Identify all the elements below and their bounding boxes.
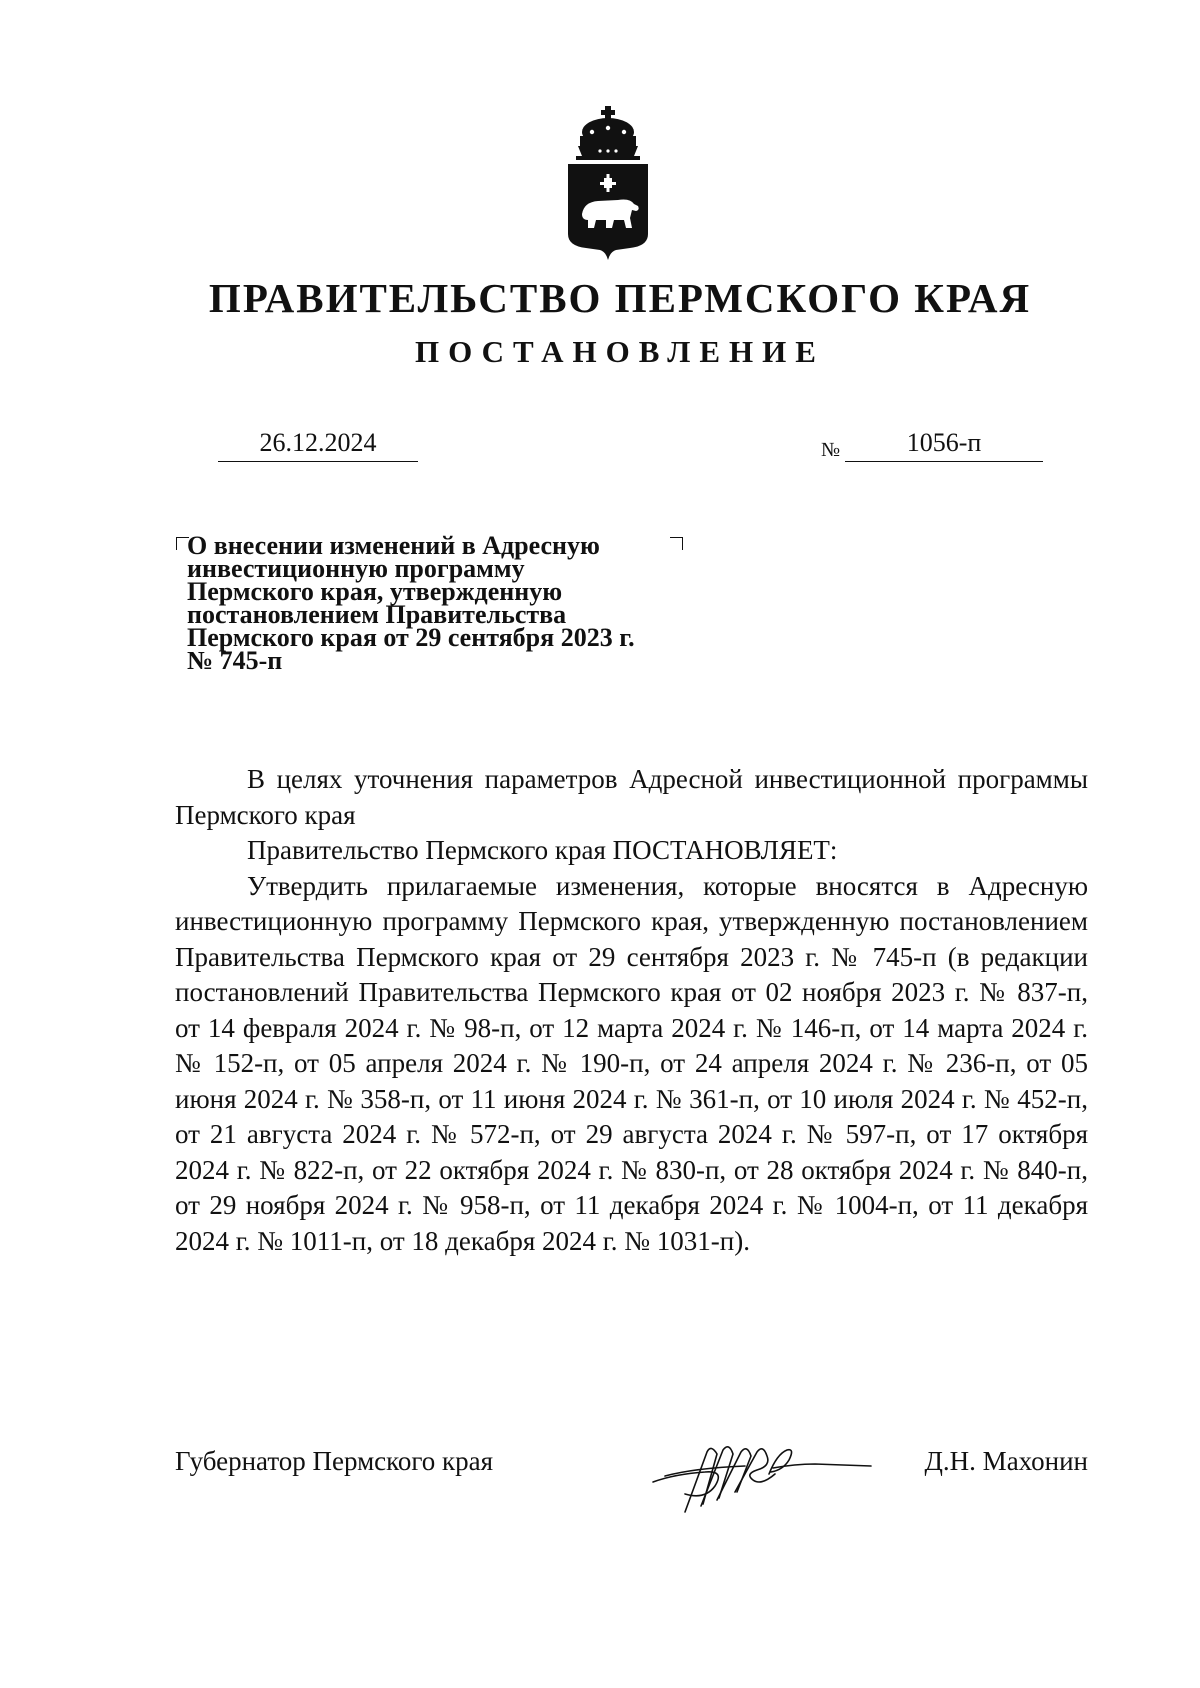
signatory-name: Д.Н. Махонин: [924, 1446, 1088, 1476]
number-label: №: [821, 439, 841, 461]
perm-krai-coat-of-arms-icon: [560, 106, 656, 264]
organization-title: ПРАВИТЕЛЬСТВО ПЕРМСКОГО КРАЯ: [208, 275, 1032, 321]
body-paragraph: В целях уточнения параметров Адресной инвестиционной программы Пермского края: [175, 764, 1088, 830]
subject-line: О внесении изменений в Адресную: [187, 531, 600, 560]
document-subject: [187, 531, 707, 675]
subject-line: инвестиционную программу: [187, 554, 525, 583]
document-number: 1056-п: [845, 425, 1043, 462]
subject-line: Пермского края, утвержденную: [187, 577, 563, 606]
subject-line: № 745-п: [187, 646, 283, 675]
document-date: 26.12.2024: [218, 425, 418, 462]
signature-block: [175, 1442, 1088, 1522]
signatory-position: Губернатор Пермского края: [175, 1446, 494, 1476]
subject-line: постановлением Правительства: [187, 600, 567, 629]
document-type: ПОСТАНОВЛЕНИЕ: [415, 334, 825, 369]
handwritten-signature-icon: [645, 1434, 875, 1514]
document-body: [175, 762, 1088, 1259]
body-paragraph: Правительство Пермского края ПОСТАНОВЛЯЕТ:: [247, 835, 838, 865]
body-paragraph: Утвердить прилагаемые изменения, которые вносятся в Адресную инвестиционную программу Пермского края, утвержденную постановлением Правительства Пермского края от 29 сентября 2023 г. № 745-п (в редакции постановлений Правительства Пермского края от 02 ноября 2023 г. № 837-п, от 14 февраля 2024 г. № 98-п, от 12 марта 2024 г. № 146-п, от 14 марта 2024 г. № 152-п, от 05 апреля 2024 г. № 190-п, от 24 апреля 2024 г. № 236-п, от 05 июня 2024 г. № 358-п, от 11 июня 2024 г. № 361-п, от 10 июля 2024 г. № 452-п, от 21 августа 2024 г. № 572-п, от 29 августа 2024 г. № 597-п, от 17 октября 2024 г. № 822-п, от 22 октября 2024 г. № 830-п, от 28 октября 2024 г. № 840-п, от 29 ноября 2024 г. № 958-п, от 11 декабря 2024 г. № 1004-п, от 11 декабря 2024 г. № 1011-п, от 18 декабря 2024 г. № 1031-п).: [175, 870, 1088, 1256]
subject-line: Пермского края от 29 сентября 2023 г.: [187, 623, 635, 652]
